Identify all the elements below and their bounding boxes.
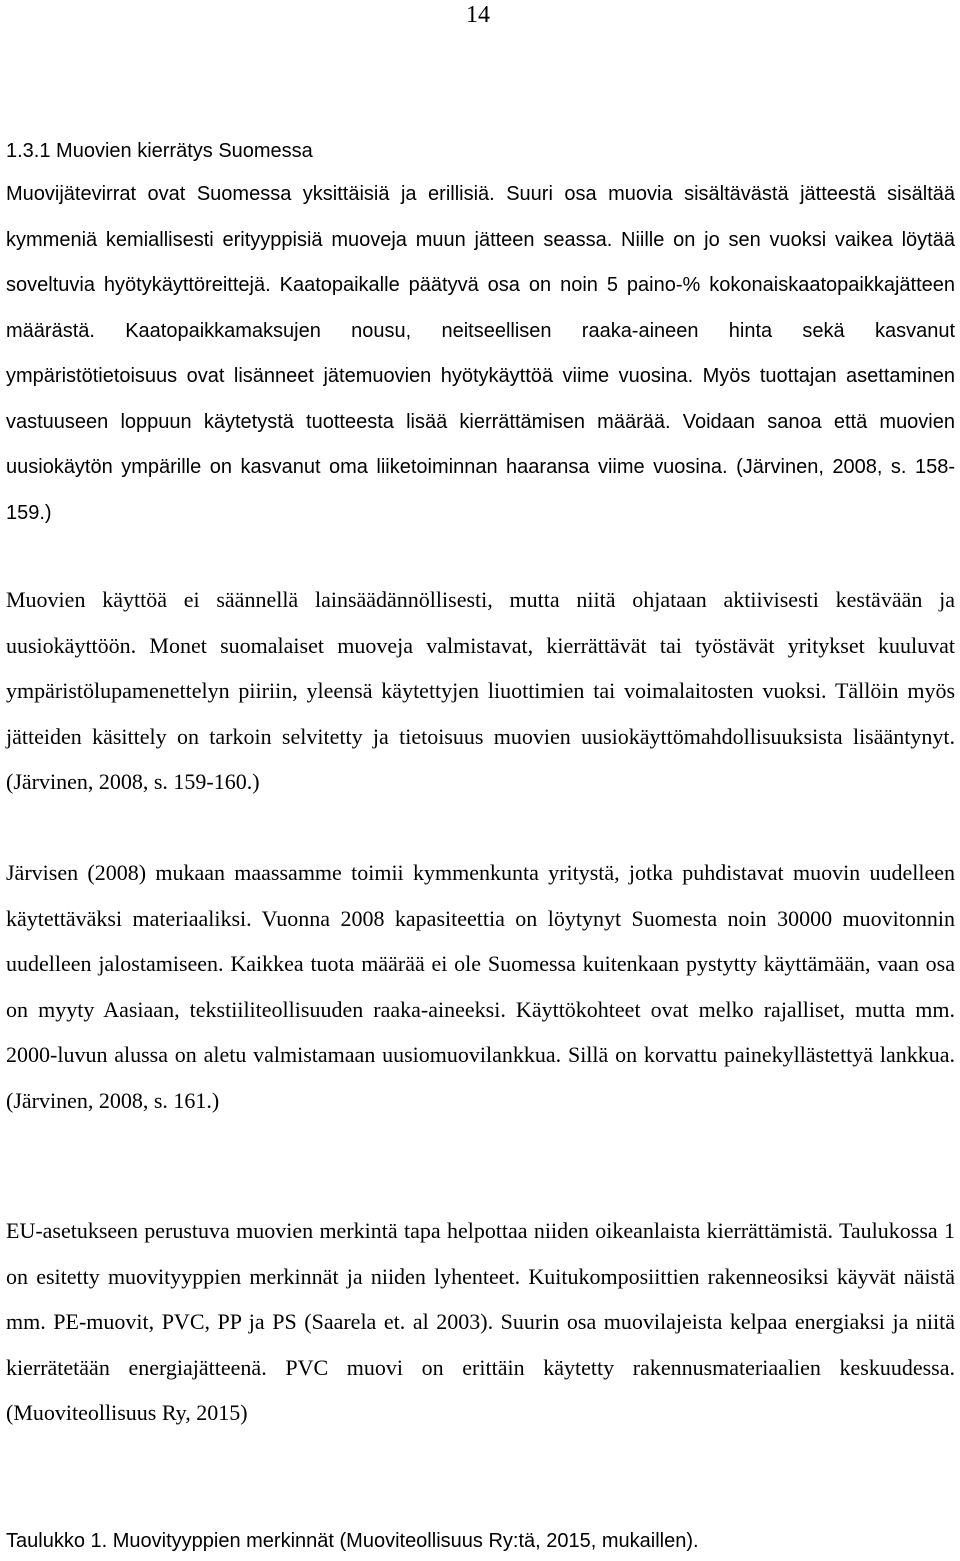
- table-caption: Taulukko 1. Muovityyppien merkinnät (Muoviteollisuus Ry:tä, 2015, mukaillen).: [6, 1530, 699, 1552]
- paragraph-2: Muovien käyttöä ei säännellä lainsäädännöllisesti, mutta niitä ohjataan aktiivisesti kestävään ja uusiokäyttöön. Monet suomalaiset muoveja valmistavat, kierrättävät tai työstävät yritykset kuuluvat ympäristölupamenettelyn piiriin, yleensä käytettyjen liuottimien tai voimalaitosten vuoksi. Tällöin myös jätteiden käsittely on tarkoin selvitetty ja tietoisuus muovien uusiokäyttömahdollisuuksista lisääntynyt. (Järvinen, 2008, s. 159-160.): [6, 587, 955, 795]
- page-number: 14: [466, 2, 490, 28]
- paragraph-1: Muovijätevirrat ovat Suomessa yksittäisiä ja erillisiä. Suuri osa muovia sisältävästä jätteestä sisältää kymmeniä kemiallisesti erityyppisiä muoveja muun jätteen seassa. Niille on jo sen vuoksi vaikea löytää soveltuvia hyötykäyttöreittejä. Kaatopaikalle päätyvä osa on noin 5 paino-% kokonaiskaatopaikkajätteen määrästä. Kaatopaikkamaksujen nousu, neitseellisen raaka-aineen hinta sekä kasvanut ympäristötietoisuus ovat lisänneet jätemuovien hyötykäyttöä viime vuosina. Myös tuottajan asettaminen vastuuseen loppuun käytetystä tuotteesta lisää kierrättämisen määrää. Voidaan sanoa että muovien uusiokäytön ympärille on kasvanut oma liiketoiminnan haaransa viime vuosina. (Järvinen, 2008, s. 158-159.): [6, 183, 955, 524]
- paragraph-3: Järvisen (2008) mukaan maassamme toimii kymmenkunta yritystä, jotka puhdistavat muovin uudelleen käytettäväksi materiaaliksi. Vuonna 2008 kapasiteettia on löytynyt Suomesta noin 30000 muovitonnin uudelleen jalostamiseen. Kaikkea tuota määrää ei ole Suomessa kuitenkaan pystytty käyttämään, vaan osa on myyty Aasiaan, tekstiiliteollisuuden raaka-aineeksi. Käyttökohteet ovat melko rajalliset, mutta mm. 2000-luvun alussa on aletu valmistamaan uusiomuovilankkua. Sillä on korvattu painekyllästettyä lankkua. (Järvinen, 2008, s. 161.): [6, 860, 955, 1113]
- paragraph-4: EU-asetukseen perustuva muovien merkintä tapa helpottaa niiden oikeanlaista kierrättämistä. Taulukossa 1 on esitetty muovityyppien merkinnät ja niiden lyhenteet. Kuitukomposiittien rakenneosiksi käyvät näistä mm. PE-muovit, PVC, PP ja PS (Saarela et. al 2003). Suurin osa muovilajeista kelpaa energiaksi ja niitä kierrätetään energiajätteenä. PVC muovi on erittäin käytetty rakennusmateriaalien keskuudessa. (Muoviteollisuus Ry, 2015): [6, 1218, 955, 1426]
- section-heading: 1.3.1 Muovien kierrätys Suomessa: [6, 140, 313, 162]
